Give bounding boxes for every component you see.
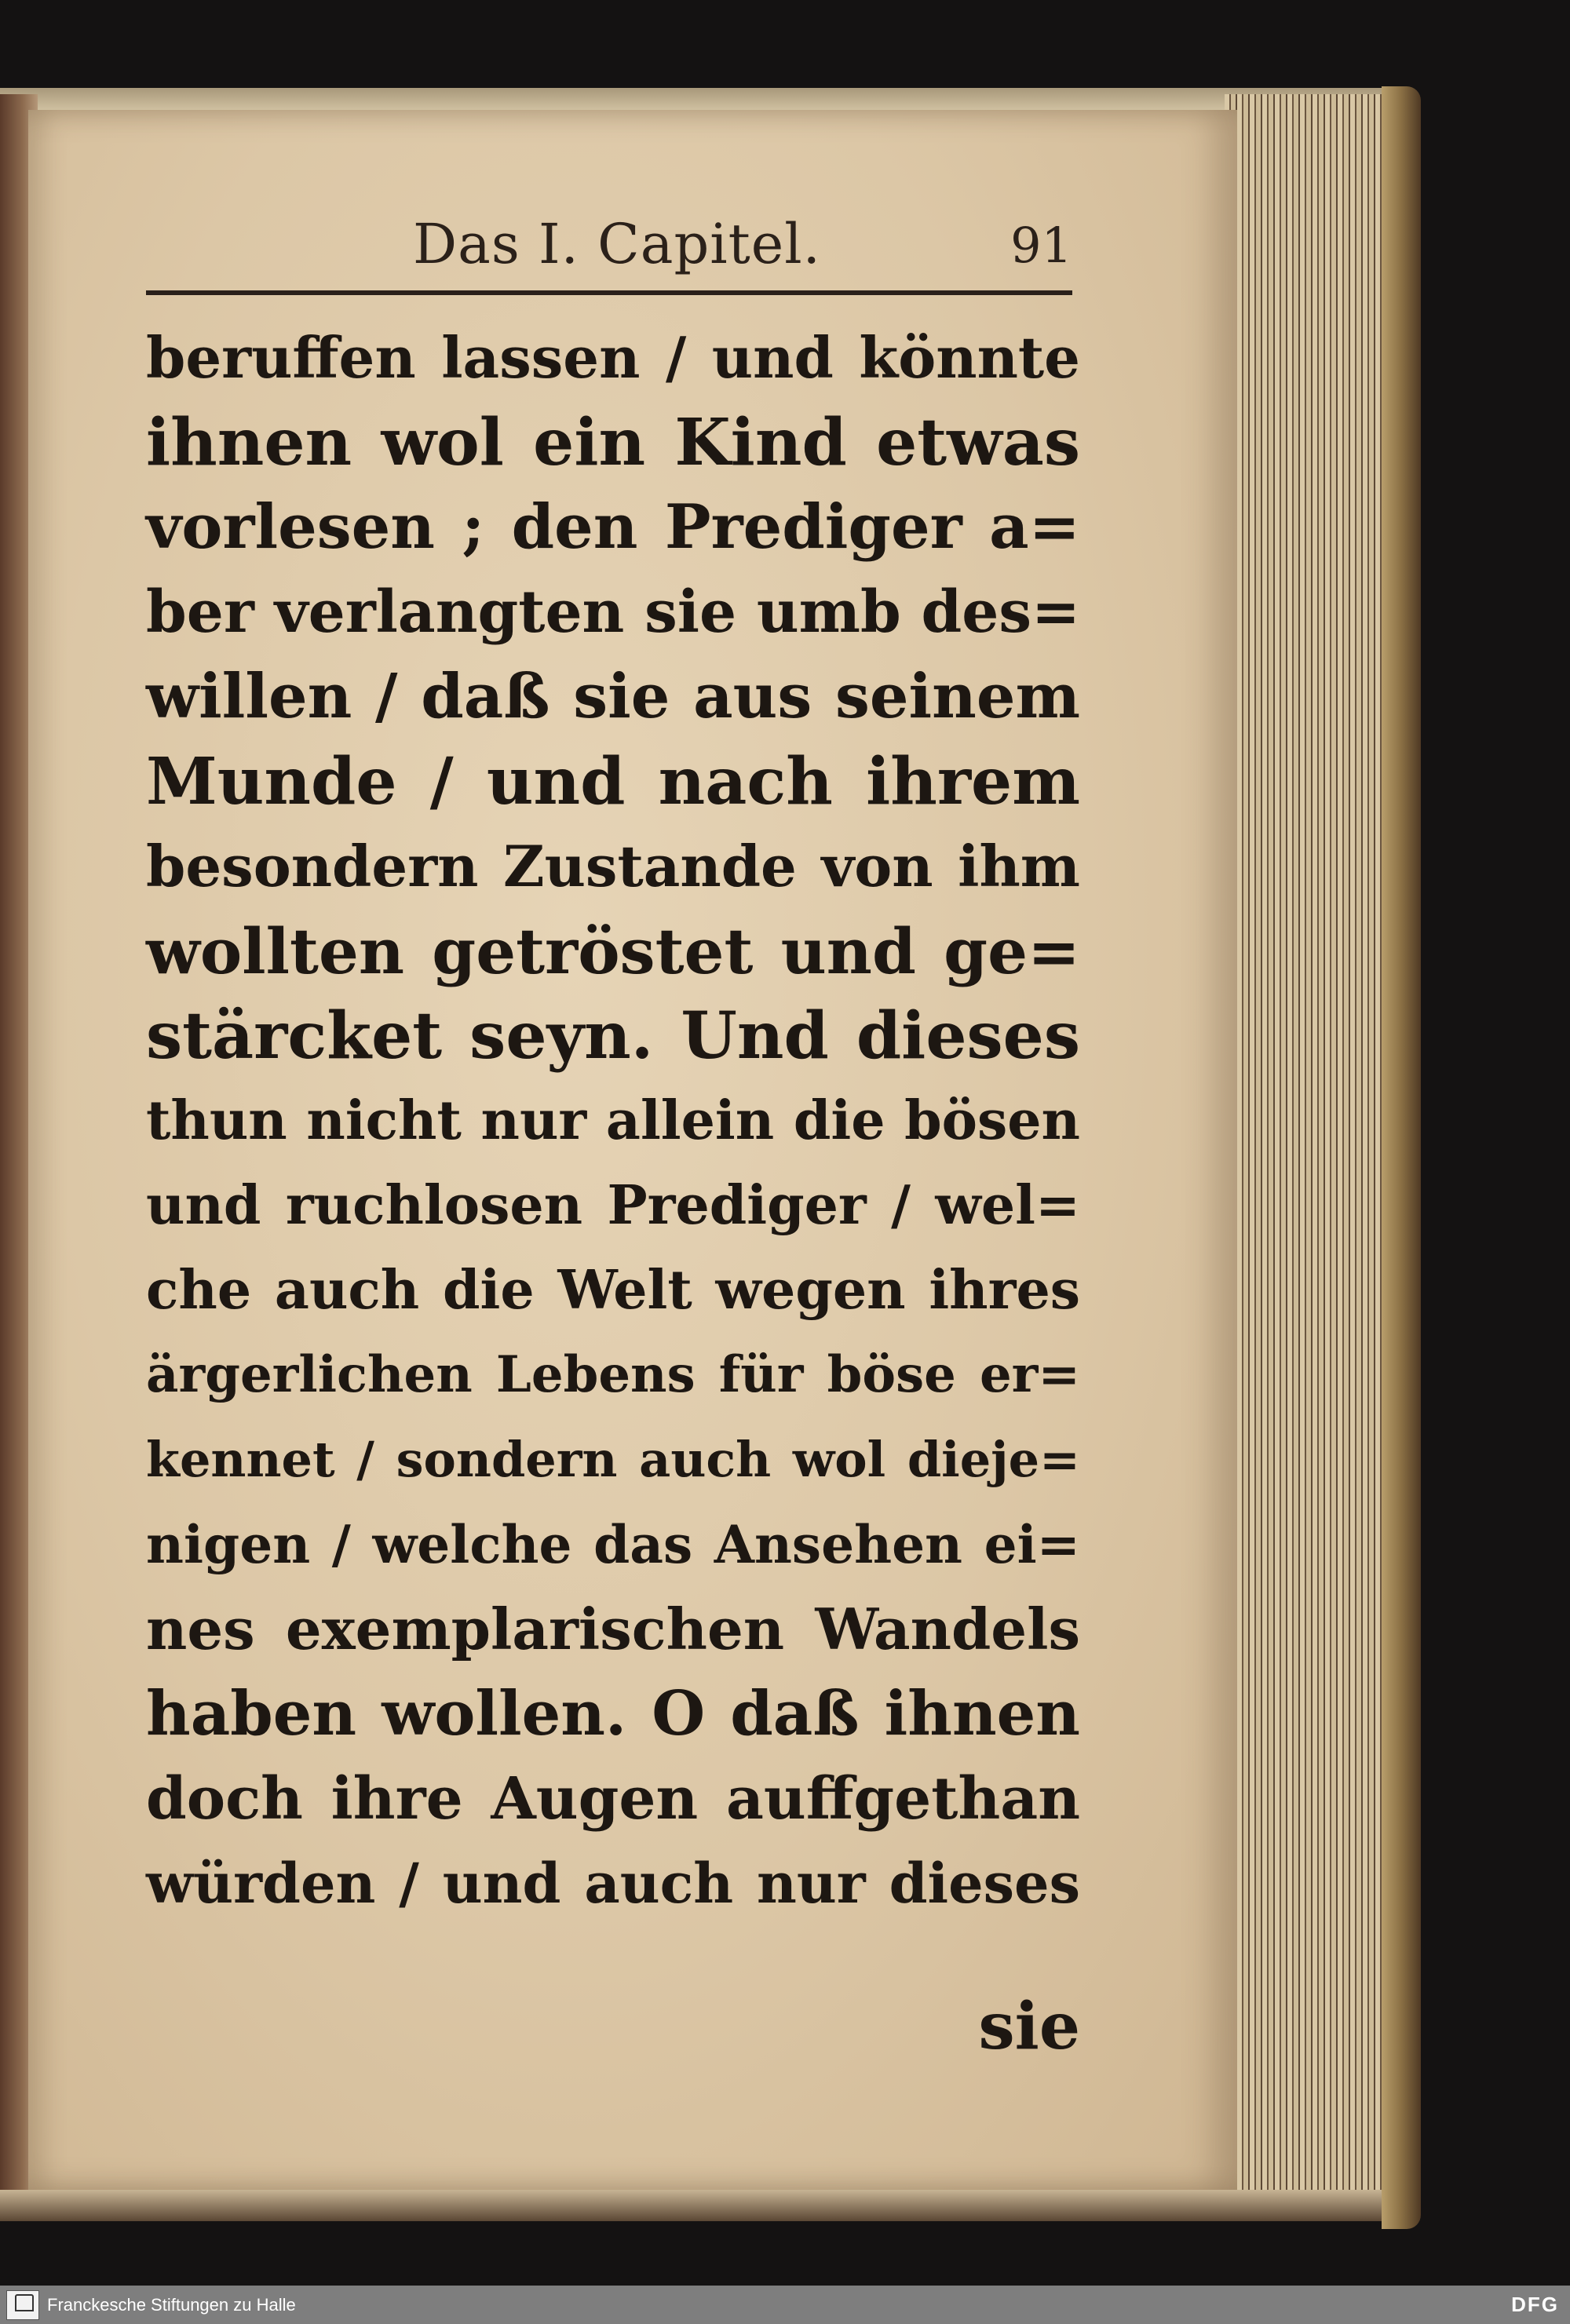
catchword: sie [978,1989,1080,2064]
running-header [146,212,1072,298]
text-line: würden / und auch nur dieses [146,1851,1080,1916]
text-line: beruffen lassen / und könnte [146,324,1080,391]
text-line: ihnen wol ein Kind etwas [146,405,1080,480]
book-bottom-edge [0,2190,1382,2221]
text-line: che auch die Welt wegen ihres [146,1259,1080,1322]
institution-label: Franckesche Stiftungen zu Halle [47,2295,296,2315]
text-line: vorlesen ; den Prediger a= [146,491,1080,563]
text-line: Munde / und nach ihrem [146,744,1080,819]
text-line: ber verlangten sie umb des= [146,578,1080,646]
text-line: nes exemplarischen Wandels [146,1596,1080,1662]
text-line: doch ihre Augen auffgethan [146,1765,1080,1833]
dfg-logo: DFG [1511,2293,1559,2316]
body-text [146,316,1080,1926]
page-number: 91 [1010,217,1072,274]
text-line: willen / daß sie aus seinem [146,661,1080,732]
book-page [28,110,1237,2190]
text-line: nigen / welche das Ansehen ei= [146,1514,1080,1575]
text-line: ärgerlichen Lebens für böse er= [146,1345,1080,1404]
book-top-edge [0,88,1413,111]
text-line: wollten getröstet und ge= [146,914,1080,988]
chapter-title: Das I. Capitel. [413,212,821,276]
text-line: stärcket seyn. Und dieses [146,998,1080,1074]
book-cover-right [1382,86,1421,2229]
text-line: haben wollen. O daß ihnen [146,1678,1080,1749]
text-line: besondern Zustande von ihm [146,833,1080,899]
text-line: thun nicht nur allein die bösen [146,1089,1080,1152]
footer-bar [0,2286,1570,2324]
text-line: kennet / sondern auch wol dieje= [146,1431,1080,1488]
text-line: und ruchlosen Prediger / wel= [146,1174,1080,1237]
header-rule [146,290,1072,295]
institution-logo-icon [6,2290,39,2320]
